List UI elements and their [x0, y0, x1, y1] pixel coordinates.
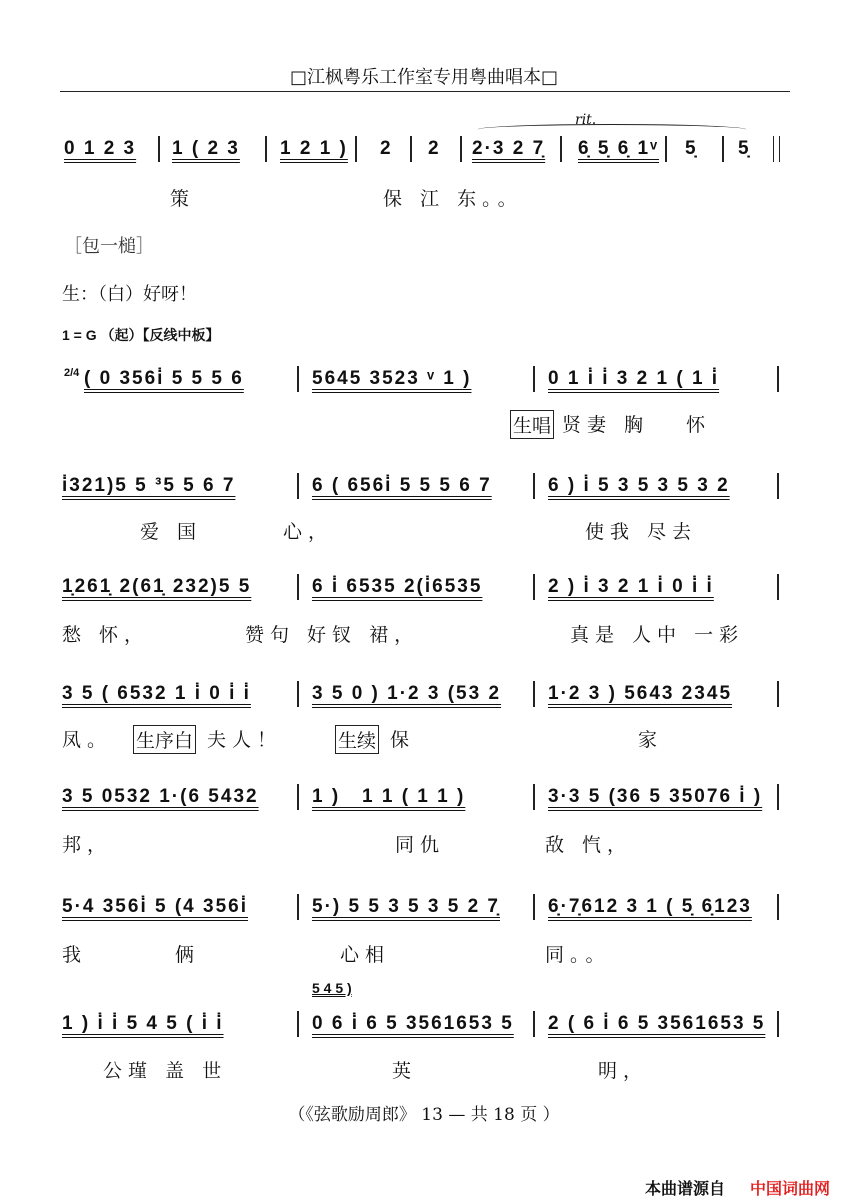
lyric: 贤妻 胸 怀: [562, 414, 712, 436]
measure: 1 ( 2 3: [172, 138, 240, 159]
measure: 1̣261̣ 2(61̣ 232)5 5: [62, 576, 252, 597]
measure: 5645 3523 ᵛ 1 ): [312, 368, 472, 389]
lyric: 俩: [175, 944, 201, 966]
measure: 1 ) i̇ i̇ 5 4 5 ( i̇ i̇: [62, 1013, 224, 1034]
lyric: 明，: [598, 1060, 649, 1082]
lyric: 家: [638, 729, 664, 751]
measure: 3 5 ( 6532 1 i̇ 0 i̇ i̇: [62, 683, 251, 704]
barline: [777, 784, 779, 810]
measure: 1 2 1 ): [280, 138, 348, 159]
measure: 2·3 2 7̣: [472, 138, 546, 159]
measure: 6 ( 656i̇ 5 5 5 6 7: [312, 475, 492, 496]
lyric: 心，: [283, 521, 334, 543]
lyric: 心相: [340, 944, 391, 966]
measure: 6 ) i̇ 5 3 5 3 5 3 2: [548, 475, 730, 496]
measure: 6̣ 5̣ 6̣ 1ᵛ: [578, 138, 660, 159]
measure: 2: [428, 138, 441, 159]
measure: 0 6 i̇ 6 5 3561653 5: [312, 1013, 514, 1034]
lyric: 凤。: [62, 729, 113, 751]
barline: [533, 574, 535, 600]
watermark-source: 本曲谱源自: [645, 1179, 726, 1198]
measure: 3 5 0532 1·(6 5432: [62, 786, 259, 807]
measure: 5·4 356i̇ 5 (4 356i̇: [62, 896, 248, 917]
barline: [355, 136, 357, 162]
barline: [533, 894, 535, 920]
percussion-cue: ［包一槌］: [64, 236, 154, 257]
measure: 1·2 3 ) 5643 2345: [548, 683, 733, 704]
barline: [533, 681, 535, 707]
lyric: 同仇: [395, 834, 446, 856]
time-signature: 2/4: [64, 367, 80, 379]
lyric: 保 江 东。。: [383, 188, 523, 210]
lyric: 爱 国: [140, 521, 203, 543]
lyric: 我: [62, 944, 88, 966]
lyric: 策: [170, 188, 196, 210]
barline: [533, 366, 535, 392]
barline: [297, 894, 299, 920]
lyric: 愁 怀，: [62, 624, 150, 646]
barline: [777, 574, 779, 600]
measure: 2 ( 6 i̇ 6 5 3561653 5: [548, 1013, 766, 1034]
role-box: 生序白: [133, 725, 196, 754]
barline: [158, 136, 160, 162]
barline: [410, 136, 412, 162]
barline: [533, 1011, 535, 1037]
barline: [777, 1011, 779, 1037]
final-barline: [773, 136, 780, 162]
barline: [297, 473, 299, 499]
rit-marking: rit.: [575, 112, 597, 128]
page-footer: （《弦歌励周郎》 13 — 共 18 页 ）: [288, 1105, 560, 1125]
measure: 0 1 2 3: [64, 138, 137, 159]
barline: [777, 366, 779, 392]
key-signature: 1 = G （起）【反线中板】: [62, 327, 220, 343]
barline: [533, 473, 535, 499]
lyric: 敌 忾，: [545, 834, 633, 856]
barline: [533, 784, 535, 810]
role-box: 生续: [335, 725, 379, 754]
measure: 2 ) i̇ 3 2 1 i̇ 0 i̇ i̇: [548, 576, 714, 597]
barline: [777, 894, 779, 920]
measure: 3·3 5 (36 5 35076 i̇ ): [548, 786, 763, 807]
barline: [297, 1011, 299, 1037]
measure: 5̣: [685, 138, 698, 159]
ossia-notes: 5 4 5 ): [312, 980, 352, 996]
barline: [297, 681, 299, 707]
measure: 6̣·7̣612 3 1 ( 5̣ 6̣123: [548, 896, 752, 917]
measure: 5·) 5 5 3 5 3 5 2 7̣: [312, 896, 500, 917]
measure: ( 0 356i̇ 5 5 5 6: [84, 368, 244, 389]
barline: [297, 574, 299, 600]
lyric: 使我 尽去: [585, 521, 698, 543]
page-header: □江枫粤乐工作室专用粤曲唱本□: [289, 67, 558, 88]
lyric: 保: [390, 729, 416, 751]
measure: 1 ) 1 1 ( 1 1 ): [312, 786, 466, 807]
lyric: 赞句 好钗 裙，: [245, 624, 420, 646]
barline: [265, 136, 267, 162]
measure: 5̣: [738, 138, 751, 159]
role-box: 生唱: [510, 410, 554, 439]
barline: [297, 366, 299, 392]
header-rule: [60, 91, 790, 92]
measure: 6 i̇ 6535 2(i̇6535: [312, 576, 483, 597]
dialogue: 生：（白）好呀！: [62, 284, 197, 305]
watermark-site[interactable]: 中国词曲网: [750, 1179, 831, 1198]
measure: 3 5 0 ) 1·2 3 (53 2: [312, 683, 502, 704]
lyric: 英: [392, 1060, 418, 1082]
measure: 2: [380, 138, 393, 159]
barline: [777, 473, 779, 499]
slur: [478, 124, 746, 135]
barline: [297, 784, 299, 810]
barline: [560, 136, 562, 162]
lyric: 同。。: [545, 944, 611, 966]
lyric: 公瑾 盖 世: [103, 1060, 228, 1082]
lyric: 真是 人中 一彩: [570, 624, 745, 646]
lyric: 夫人！: [207, 729, 283, 751]
measure: 0 1 i̇ i̇ 3 2 1 ( 1 i̇: [548, 368, 720, 389]
lyric: 邦，: [62, 834, 113, 856]
barline: [777, 681, 779, 707]
barline: [665, 136, 667, 162]
barline: [722, 136, 724, 162]
measure: i̇321)5 5 ³5 5 6 7: [62, 475, 236, 496]
barline: [460, 136, 462, 162]
